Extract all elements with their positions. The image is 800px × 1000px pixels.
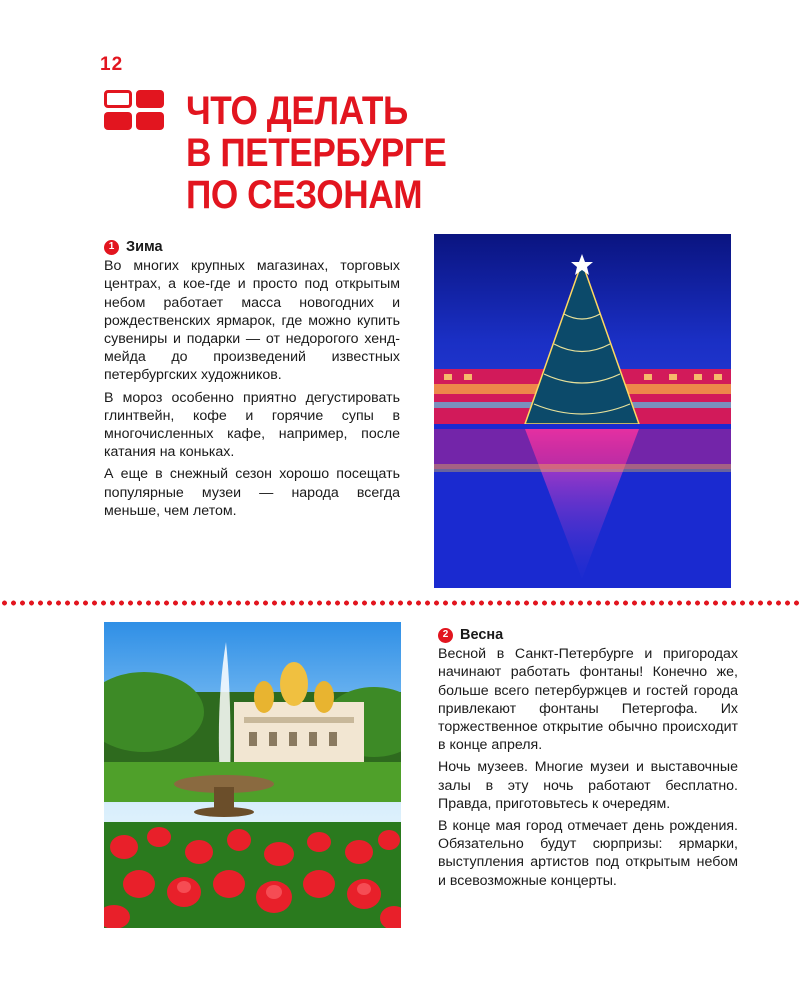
spring-paragraph-3: В конце мая город отмечает день рождения. Обязательно будут сюрпризы: ярмарки, выступления артистов под открытым небом и всевозможные концерты. [438,818,738,889]
winter-number-badge: 1 [104,240,119,255]
winter-section [104,238,400,524]
title-line-3: ПО СЕЗОНАМ [186,173,423,217]
winter-heading-text: Зима [126,239,163,255]
winter-paragraph-3: А еще в снежный сезон хорошо посещать популярные музеи — народа всегда меньше, чем летом. [104,466,400,519]
title-line-2: В ПЕТЕРБУРГЕ [186,131,447,175]
grid-logo-icon [104,90,170,132]
spring-number-badge: 2 [438,628,453,643]
spring-paragraph-2: Ночь музеев. Многие музеи и выставочные залы в эту ночь работают бесплатно. Правда, приготовьтесь к очередям. [438,759,738,812]
spring-peterhof-fountain-photo [104,622,401,928]
spring-paragraph-1: Весной в Санкт-Петербурге и пригородах начинают работать фонтаны! Конечно же, больше всего петербуржцев и гостей города привлекают фонтаны Петергофа. Их торжественное открытие обычно происходит в конце апреля. [438,646,738,754]
page-title [186,90,446,216]
title-line-1: ЧТО ДЕЛАТЬ [186,89,408,133]
winter-heading [104,238,400,256]
winter-paragraph-1: Во многих крупных магазинах, торговых центрах, а кое-где и просто под открытым небом работает масса новогодних и рождественских ярмарок, где можно купить сувениры и подарки — от недорогого хенд-мейда до произведений известных петербургских художников. [104,258,400,384]
spring-heading-text: Весна [460,627,504,643]
winter-christmas-tree-photo [434,234,731,588]
winter-paragraph-2: В мороз особенно приятно дегустировать глинтвейн, кофе и горячие супы в многочисленных кафе, например, после катания на коньках. [104,389,400,461]
spring-heading [438,626,738,644]
page-number: 12 [100,54,124,75]
spring-section [438,626,738,894]
section-divider-dots [0,600,800,606]
